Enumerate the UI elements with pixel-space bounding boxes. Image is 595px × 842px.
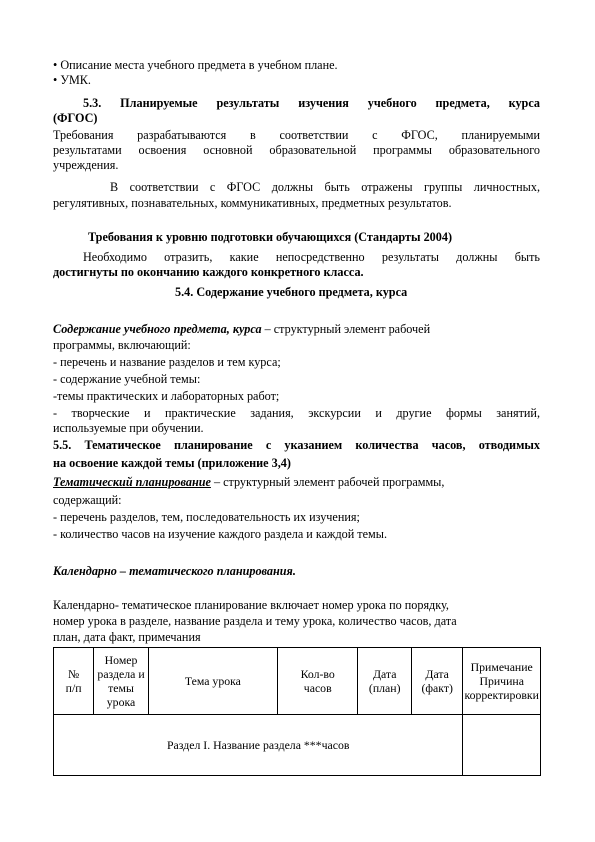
content-item-1: - перечень и название разделов и тем курса; bbox=[53, 355, 281, 369]
section-row-cell: Раздел I. Название раздела ***часов bbox=[54, 715, 463, 776]
calendar-text-1: Календарно- тематическое планирование включает номер урока по порядку, bbox=[53, 598, 449, 612]
thematic-term: Тематический планирование bbox=[53, 475, 211, 489]
header-lesson-topic: Тема урока bbox=[148, 648, 277, 715]
section-5-5-heading: 5.5. Тематическое планирование с указанием количества часов, отводимых bbox=[53, 438, 540, 452]
calendar-text-3: план, дата факт, примечания bbox=[53, 630, 201, 644]
content-item-2: - содержание учебной темы: bbox=[53, 372, 201, 386]
paragraph-requirements-3: учреждения. bbox=[53, 158, 119, 172]
header-date-plan: Дата (план) bbox=[358, 648, 411, 715]
section-5-3-heading-cont: (ФГОС) bbox=[53, 111, 98, 125]
header-section-lesson-number: Номер раздела и темы урока bbox=[94, 648, 149, 715]
thematic-item-2: - количество часов на изучение каждого раздела и каждой темы. bbox=[53, 527, 387, 541]
section-row-note-cell bbox=[463, 715, 541, 776]
content-definition-line bbox=[53, 322, 540, 337]
paragraph-requirements-1: Требования разрабатываются в соответствии с ФГОС, планируемыми bbox=[53, 128, 540, 142]
section-5-5-heading-cont: на освоение каждой темы (приложение 3,4) bbox=[53, 456, 291, 470]
content-line-2: программы, включающий: bbox=[53, 338, 191, 352]
header-hours: Кол-во часов bbox=[277, 648, 358, 715]
content-item-4: - творческие и практические задания, экскурсии и другие формы занятий, bbox=[53, 406, 540, 420]
paragraph-fgos-1: В соответствии с ФГОС должны быть отражены группы личностных, bbox=[110, 180, 540, 194]
content-item-3: -темы практических и лабораторных работ; bbox=[53, 389, 280, 403]
requirements-heading: Требования к уровню подготовки обучающихся (Стандарты 2004) bbox=[88, 230, 453, 244]
thematic-definition-line bbox=[53, 475, 540, 490]
header-number: № п/п bbox=[54, 648, 94, 715]
bullet-umk: • УМК. bbox=[53, 73, 91, 87]
content-item-4-cont: используемые при обучении. bbox=[53, 421, 204, 435]
content-term: Содержание учебного предмета, курса bbox=[53, 322, 262, 336]
calendar-heading: Календарно – тематического планирования. bbox=[53, 564, 296, 578]
table-header-row bbox=[54, 648, 541, 715]
header-note: Примечание Причина корректировки bbox=[463, 648, 541, 715]
calendar-plan-table bbox=[53, 647, 541, 776]
content-definition-rest: – структурный элемент рабочей bbox=[261, 322, 431, 336]
bullet-place-in-plan: • Описание места учебного предмета в учебном плане. bbox=[53, 58, 338, 72]
calendar-text-2: номер урока в разделе, название раздела и тему урока, количество часов, дата bbox=[53, 614, 457, 628]
paragraph-results-2: достигнуты по окончанию каждого конкретного класса. bbox=[53, 265, 364, 279]
table-row bbox=[54, 715, 541, 776]
section-5-4-heading: 5.4. Содержание учебного предмета, курса bbox=[175, 285, 408, 299]
thematic-item-1: - перечень разделов, тем, последовательность их изучения; bbox=[53, 510, 360, 524]
paragraph-requirements-2: результатами освоения основной образовательной программы образовательного bbox=[53, 143, 540, 157]
thematic-definition-rest: – структурный элемент рабочей программы, bbox=[210, 475, 445, 489]
header-date-fact: Дата (факт) bbox=[411, 648, 463, 715]
paragraph-results-1: Необходимо отразить, какие непосредственно результаты должны быть bbox=[83, 250, 540, 264]
thematic-line-2: содержащий: bbox=[53, 493, 122, 507]
section-5-3-heading: 5.3. Планируемые результаты изучения учебного предмета, курса bbox=[83, 96, 540, 110]
paragraph-fgos-2: регулятивных, познавательных, коммуникативных, предметных результатов. bbox=[53, 196, 452, 210]
